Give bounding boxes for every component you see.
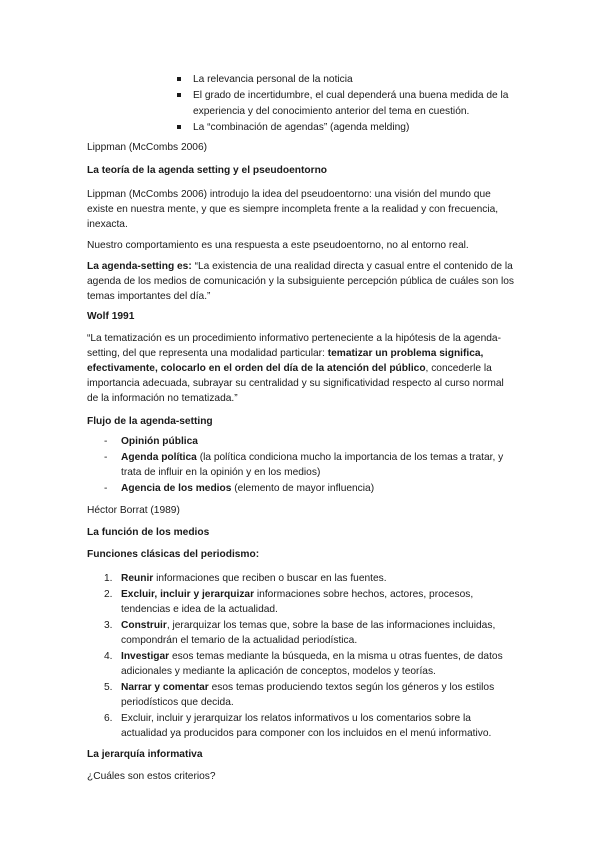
funcion-bold: Narrar y comentar bbox=[121, 682, 209, 693]
funcion-text: informaciones que reciben o buscar en las fuentes. bbox=[153, 573, 387, 584]
wolf-quote-bold: efectivamente, colocarlo en el orden del día de la atención del público bbox=[87, 363, 426, 374]
agenda-definition-line bbox=[87, 259, 513, 275]
agenda-definition-text: “La existencia de una realidad directa y casual entre el contenido de la bbox=[191, 261, 513, 272]
list-number: 3. bbox=[104, 620, 113, 631]
heading-teoria: La teoría de la agenda setting y el pseudoentorno bbox=[87, 165, 328, 176]
bullet-text: experiencia y del conocimiento anterior del tema en cuestión. bbox=[193, 106, 470, 117]
wolf-quote-line bbox=[87, 346, 483, 362]
list-number: 4. bbox=[104, 651, 113, 662]
funcion-text: Excluir, incluir y jerarquizar los relatos informativos u los comentarios sobre la bbox=[121, 713, 471, 724]
funcion-item-cont: tendencias e idea de la actualidad. bbox=[121, 604, 278, 615]
bullet-square-icon bbox=[177, 93, 181, 97]
dash-bullet-icon: - bbox=[104, 452, 108, 463]
funcion-item bbox=[121, 618, 495, 634]
heading-lippman: Lippman (McCombs 2006) bbox=[87, 142, 208, 153]
funcion-item bbox=[121, 680, 494, 696]
flujo-item bbox=[121, 434, 198, 450]
wolf-quote-text: , concederle la bbox=[425, 363, 492, 374]
funcion-item-cont: adicionales y mediante la aplicación de conceptos, modelos y teorías. bbox=[121, 666, 436, 677]
funcion-item-cont: actualidad ya producidos para componer con los incluidos en el menú informativo. bbox=[121, 728, 492, 739]
funcion-bold: Reunir bbox=[121, 573, 154, 584]
flujo-item-bold: Agenda política bbox=[121, 452, 197, 463]
paragraph-line: inexacta. bbox=[87, 219, 128, 230]
wolf-quote-bold: tematizar un problema significa, bbox=[327, 348, 484, 359]
bullet-text: La “combinación de agendas” (agenda melding) bbox=[193, 122, 410, 133]
wolf-quote-line: importancia adecuada, subrayar su centralidad y su significatividad respecto al curso normal bbox=[87, 378, 504, 389]
wolf-quote-line: “La tematización es un procedimiento informativo perteneciente a la hipótesis de la agenda- bbox=[87, 333, 501, 344]
agenda-definition-line: temas importantes del día.” bbox=[87, 291, 211, 302]
wolf-quote-line: de la información no tematizada.” bbox=[87, 393, 238, 404]
flujo-item-text: (la política condiciona mucho la importancia de los temas a tratar, y bbox=[196, 452, 504, 463]
funcion-bold: Investigar bbox=[121, 651, 170, 662]
funcion-item bbox=[121, 571, 387, 587]
bullet-square-icon bbox=[177, 77, 181, 81]
paragraph-line: Lippman (McCombs 2006) introdujo la idea del pseudoentorno: una visión del mundo que bbox=[87, 189, 491, 200]
paragraph-comportamiento: Nuestro comportamiento es una respuesta a este pseudoentorno, no al entorno real. bbox=[87, 240, 469, 251]
list-number: 6. bbox=[104, 713, 113, 724]
funcion-bold: Excluir, incluir y jerarquizar bbox=[121, 589, 255, 600]
funcion-item bbox=[121, 711, 471, 727]
list-number: 2. bbox=[104, 589, 113, 600]
paragraph-line: existe en nuestra mente, y que es siempre incompleta frente a la realidad y con frecuencia, bbox=[87, 204, 499, 215]
funcion-item-cont: compondrán el temario de la actualidad periodística. bbox=[121, 635, 358, 646]
flujo-item-text: (elemento de mayor influencia) bbox=[231, 483, 375, 494]
flujo-item bbox=[121, 450, 503, 466]
heading-jerarquia: La jerarquía informativa bbox=[87, 749, 203, 760]
wolf-quote-text: setting, del que representa una modalidad particular: bbox=[87, 348, 328, 359]
heading-borrat: Héctor Borrat (1989) bbox=[87, 505, 180, 516]
heading-wolf: Wolf 1991 bbox=[87, 311, 135, 322]
flujo-item-bold: Agencia de los medios bbox=[121, 483, 232, 494]
funcion-item-cont: periodísticos que decida. bbox=[121, 697, 234, 708]
flujo-item-bold: Opinión pública bbox=[121, 436, 198, 447]
heading-funciones: Funciones clásicas del periodismo: bbox=[87, 549, 260, 560]
heading-funcion: La función de los medios bbox=[87, 527, 210, 538]
bullet-text: El grado de incertidumbre, el cual dependerá una buena medida de la bbox=[193, 90, 509, 101]
wolf-quote-line bbox=[87, 361, 492, 377]
funcion-item bbox=[121, 649, 503, 665]
bullet-square-icon bbox=[177, 125, 181, 129]
bullet-text: La relevancia personal de la noticia bbox=[193, 74, 353, 85]
heading-flujo: Flujo de la agenda-setting bbox=[87, 416, 213, 427]
funcion-text: esos temas produciendo textos según los géneros y los estilos bbox=[208, 682, 495, 693]
dash-bullet-icon: - bbox=[104, 436, 108, 447]
funcion-text: , jerarquizar los temas que, sobre la base de las informaciones incluidas, bbox=[166, 620, 496, 631]
dash-bullet-icon: - bbox=[104, 483, 108, 494]
agenda-definition-label: La agenda-setting es: bbox=[87, 261, 192, 272]
flujo-item bbox=[121, 481, 374, 497]
agenda-definition-line: agenda de los medios de comunicación y la subsiguiente percepción pública de cuáles son los bbox=[87, 276, 515, 287]
funcion-bold: Construir bbox=[121, 620, 167, 631]
list-number: 1. bbox=[104, 573, 113, 584]
flujo-item-cont: trata de influir en la opinión y en los medios) bbox=[121, 467, 321, 478]
list-number: 5. bbox=[104, 682, 113, 693]
funcion-text: informaciones sobre hechos, actores, procesos, bbox=[254, 589, 474, 600]
paragraph-criterios: ¿Cuáles son estos criterios? bbox=[87, 771, 216, 782]
funcion-text: esos temas mediante la búsqueda, en la misma u otras fuentes, de datos bbox=[169, 651, 503, 662]
funcion-item bbox=[121, 587, 473, 603]
